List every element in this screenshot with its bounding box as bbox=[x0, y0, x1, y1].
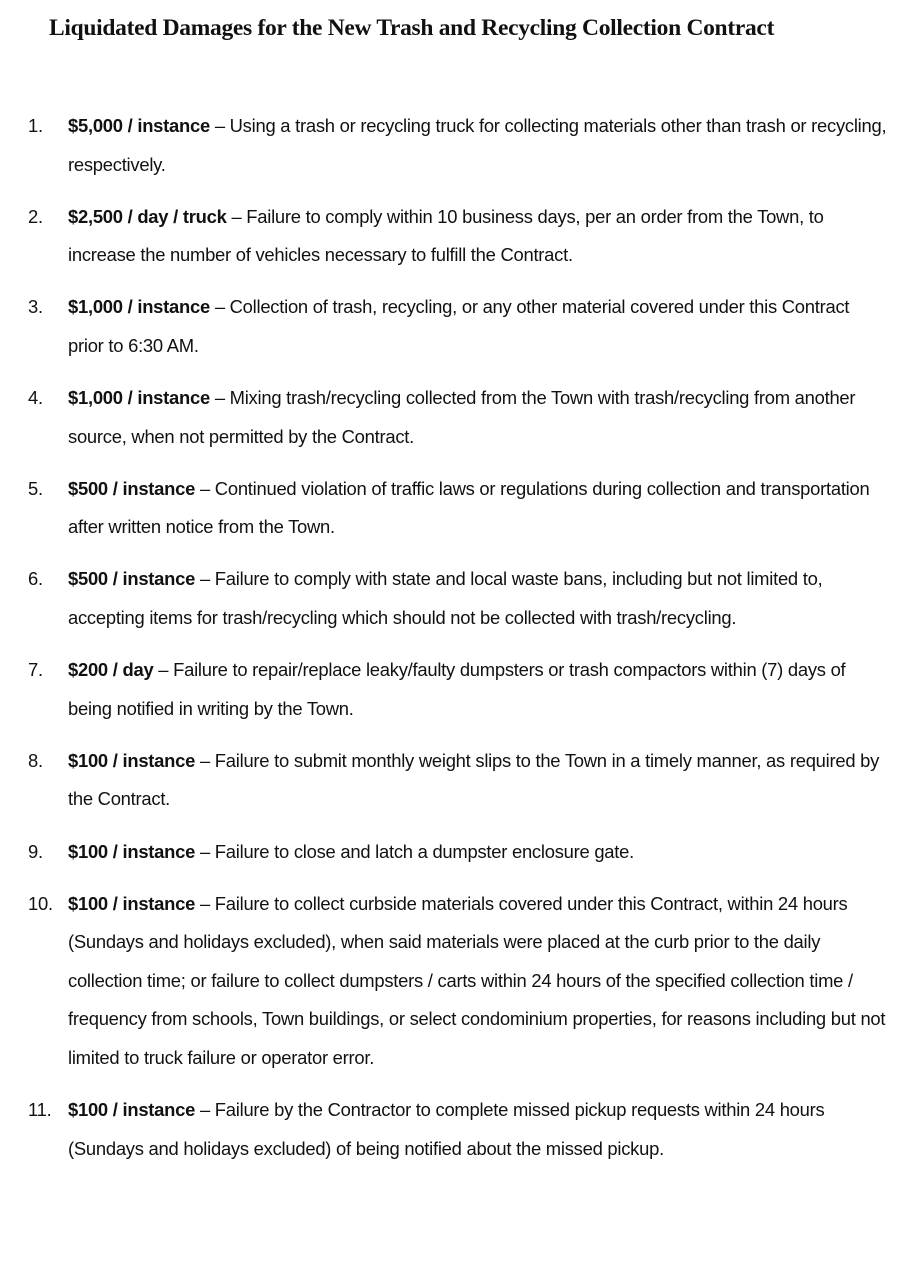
list-item bbox=[0, 107, 902, 184]
item-description: – Failure to comply with state and local waste bans, including but not limited to, accepting items for trash/recycling which should not be collected with trash/recycling. bbox=[68, 568, 823, 629]
list-item bbox=[0, 379, 902, 456]
item-number: 4. bbox=[28, 387, 43, 409]
item-number: 1. bbox=[28, 115, 43, 136]
item-amount: $1,000 / instance bbox=[68, 296, 210, 318]
damages-list bbox=[0, 107, 902, 1182]
list-item bbox=[0, 885, 902, 1078]
item-amount: $2,500 / day / truck bbox=[68, 205, 227, 227]
list-item bbox=[0, 198, 902, 275]
item-amount: $100 / instance bbox=[68, 749, 196, 771]
item-amount: $200 / day bbox=[68, 659, 154, 681]
item-description: – Failure to comply within 10 business days, per an order from the Town, to increase the number of vehicles necessary to fulfill the Contract. bbox=[68, 205, 824, 266]
item-number: 6. bbox=[28, 568, 43, 590]
item-number: 3. bbox=[28, 296, 43, 318]
list-item bbox=[0, 288, 902, 365]
item-number: 10. bbox=[28, 892, 53, 914]
item-description: – Failure by the Contractor to complete missed pickup requests within 24 hours (Sundays and holidays excluded) of being notified about the missed pickup. bbox=[68, 1099, 825, 1159]
item-number: 9. bbox=[28, 840, 43, 862]
item-amount: $100 / instance bbox=[68, 840, 196, 862]
list-item bbox=[0, 833, 902, 872]
item-amount: $5,000 / instance bbox=[68, 115, 210, 136]
item-amount: $1,000 / instance bbox=[68, 387, 210, 409]
item-description: – Failure to repair/replace leaky/faulty dumpsters or trash compactors within (7) days of being notified in writing by the Town. bbox=[68, 659, 846, 719]
document-title: Liquidated Damages for the New Trash and Recycling Collection Contract bbox=[49, 15, 775, 41]
item-amount: $100 / instance bbox=[68, 892, 196, 914]
item-amount: $500 / instance bbox=[68, 568, 196, 590]
item-description: – Failure to submit monthly weight slips to the Town in a timely manner, as required by the Contract. bbox=[68, 749, 880, 810]
list-item bbox=[0, 1091, 902, 1168]
item-description: – Using a trash or recycling truck for collecting materials other than trash or recycling, respectively. bbox=[68, 115, 887, 175]
item-number: 2. bbox=[28, 205, 43, 227]
list-item bbox=[0, 651, 902, 728]
item-description: – Mixing trash/recycling collected from the Town with trash/recycling from another source, when not permitted by the Contract. bbox=[68, 387, 856, 447]
item-amount: $100 / instance bbox=[68, 1099, 196, 1121]
list-item bbox=[0, 560, 902, 637]
item-description: – Failure to collect curbside materials covered under this Contract, within 24 hours (Sundays and holidays excluded), when said materials were placed at the curb prior to the daily collection time; or failure to collect dumpsters / carts within 24 hours of the specified collection time / frequency from schools, Town buildings, or select condominium properties, for reasons including but not limited to truck failure or operator error. bbox=[68, 892, 886, 1068]
item-description: – Failure to close and latch a dumpster enclosure gate. bbox=[195, 840, 634, 862]
list-item bbox=[0, 742, 902, 819]
item-description: – Collection of trash, recycling, or any other material covered under this Contract prior to 6:30 AM. bbox=[68, 296, 850, 356]
item-number: 7. bbox=[28, 659, 43, 681]
item-number: 5. bbox=[28, 477, 43, 499]
item-number: 8. bbox=[28, 749, 43, 771]
item-amount: $500 / instance bbox=[68, 477, 196, 499]
list-item bbox=[0, 470, 902, 547]
item-description: – Continued violation of traffic laws or regulations during collection and transportation after written notice from the Town. bbox=[68, 477, 870, 538]
item-number: 11. bbox=[28, 1099, 52, 1121]
